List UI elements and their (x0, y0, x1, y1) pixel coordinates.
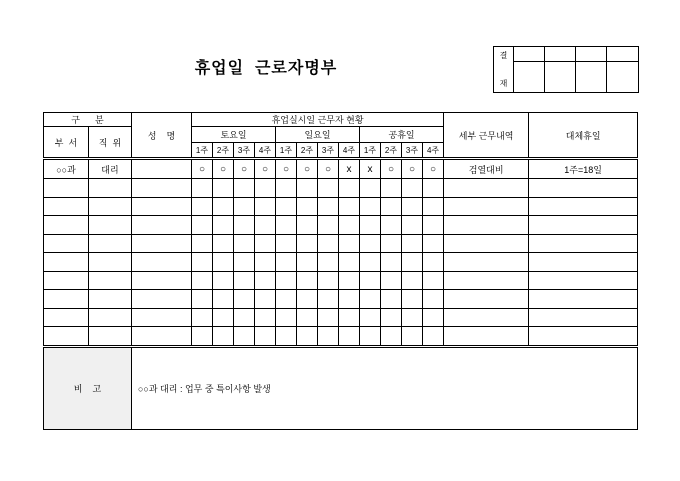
empty-cell (276, 197, 297, 216)
empty-cell (89, 197, 132, 216)
empty-cell (89, 234, 132, 253)
empty-cell (192, 308, 213, 327)
empty-cell (423, 327, 444, 346)
empty-cell (402, 253, 423, 272)
header-saturday: 토요일 (192, 127, 276, 143)
empty-cell (255, 327, 276, 346)
header-holiday: 공휴일 (360, 127, 444, 143)
cell-mark-sun-2: ○ (297, 159, 318, 179)
empty-cell (423, 308, 444, 327)
table-row-empty (44, 290, 638, 309)
approval-title-cell (576, 47, 607, 62)
empty-cell (89, 216, 132, 235)
empty-cell (402, 327, 423, 346)
table-row-empty (44, 327, 638, 346)
empty-cell (234, 327, 255, 346)
header-substitute-holiday: 대체휴일 (529, 113, 638, 159)
empty-cell (402, 308, 423, 327)
empty-cell (529, 197, 638, 216)
table-row-empty (44, 197, 638, 216)
approval-label (494, 47, 514, 92)
empty-cell (213, 216, 234, 235)
table-row-empty (44, 234, 638, 253)
header-week-sun-4: 4주 (339, 143, 360, 159)
empty-cell (297, 271, 318, 290)
empty-cell (192, 234, 213, 253)
empty-cell (276, 216, 297, 235)
empty-cell (132, 216, 192, 235)
empty-cell (213, 308, 234, 327)
worker-roster-table (43, 112, 638, 346)
empty-cell (423, 271, 444, 290)
empty-cell (423, 290, 444, 309)
empty-cell (360, 197, 381, 216)
empty-cell (213, 197, 234, 216)
empty-cell (89, 290, 132, 309)
empty-cell (529, 327, 638, 346)
empty-cell (381, 216, 402, 235)
empty-cell (255, 216, 276, 235)
cell-name (132, 159, 192, 179)
empty-cell (402, 216, 423, 235)
empty-cell (360, 253, 381, 272)
empty-cell (89, 253, 132, 272)
empty-cell (444, 234, 529, 253)
empty-cell (297, 234, 318, 253)
cell-department: ○○과 (44, 159, 89, 179)
empty-cell (381, 253, 402, 272)
empty-cell (360, 234, 381, 253)
table-row-empty (44, 253, 638, 272)
cell-mark-hol-3: ○ (402, 159, 423, 179)
empty-cell (132, 234, 192, 253)
remarks-label: 비 고 (44, 348, 132, 429)
header-week-sat-4: 4주 (255, 143, 276, 159)
empty-cell (360, 308, 381, 327)
empty-cell (132, 290, 192, 309)
approval-label-bottom: 재 (499, 79, 508, 88)
empty-cell (339, 327, 360, 346)
empty-cell (213, 327, 234, 346)
empty-cell (234, 253, 255, 272)
empty-cell (318, 271, 339, 290)
empty-cell (192, 197, 213, 216)
header-name: 성 명 (132, 113, 192, 159)
table-row-empty (44, 308, 638, 327)
empty-cell (318, 308, 339, 327)
empty-cell (132, 197, 192, 216)
page-title: 휴업일 근로자명부 (194, 60, 338, 77)
empty-cell (339, 271, 360, 290)
cell-mark-sun-1: ○ (276, 159, 297, 179)
empty-cell (423, 197, 444, 216)
empty-cell (423, 216, 444, 235)
empty-cell (318, 290, 339, 309)
cell-mark-sat-2: ○ (213, 159, 234, 179)
header-work-detail: 세부 근무내역 (444, 113, 529, 159)
empty-cell (339, 179, 360, 198)
empty-cell (360, 327, 381, 346)
empty-cell (89, 308, 132, 327)
empty-cell (297, 308, 318, 327)
cell-substitute-holiday: 1주=18일 (529, 159, 638, 179)
empty-cell (44, 234, 89, 253)
cell-mark-sat-3: ○ (234, 159, 255, 179)
empty-cell (276, 271, 297, 290)
header-week-sat-3: 3주 (234, 143, 255, 159)
empty-cell (402, 271, 423, 290)
empty-cell (132, 308, 192, 327)
empty-cell (444, 327, 529, 346)
empty-cell (444, 308, 529, 327)
empty-cell (444, 290, 529, 309)
empty-cell (132, 271, 192, 290)
empty-cell (234, 216, 255, 235)
empty-cell (192, 179, 213, 198)
header-department: 부 서 (44, 127, 89, 159)
empty-cell (44, 179, 89, 198)
empty-cell (234, 308, 255, 327)
header-week-hol-1: 1주 (360, 143, 381, 159)
header-sunday: 일요일 (276, 127, 360, 143)
empty-cell (444, 253, 529, 272)
empty-cell (360, 290, 381, 309)
cell-position: 대리 (89, 159, 132, 179)
empty-cell (318, 253, 339, 272)
empty-cell (213, 290, 234, 309)
empty-cell (213, 179, 234, 198)
approval-signature-cell (545, 62, 576, 92)
empty-cell (297, 290, 318, 309)
empty-cell (255, 179, 276, 198)
empty-cell (234, 290, 255, 309)
empty-cell (381, 290, 402, 309)
empty-cell (276, 179, 297, 198)
approval-stamp-box (493, 46, 639, 93)
header-work-status-group: 휴업실시일 근무자 현황 (192, 113, 444, 127)
empty-cell (297, 216, 318, 235)
empty-cell (381, 234, 402, 253)
header-week-sun-1: 1주 (276, 143, 297, 159)
empty-cell (529, 308, 638, 327)
header-category: 구 분 (44, 113, 132, 127)
empty-cell (276, 253, 297, 272)
empty-cell (44, 271, 89, 290)
empty-cell (192, 327, 213, 346)
empty-cell (297, 253, 318, 272)
approval-signature-cell (514, 62, 545, 92)
empty-cell (423, 253, 444, 272)
empty-cell (318, 216, 339, 235)
empty-cell (444, 197, 529, 216)
empty-cell (132, 253, 192, 272)
empty-cell (89, 327, 132, 346)
approval-signature-cell (607, 62, 638, 92)
header-week-hol-4: 4주 (423, 143, 444, 159)
empty-cell (234, 197, 255, 216)
empty-cell (255, 197, 276, 216)
table-row-empty (44, 216, 638, 235)
empty-cell (381, 327, 402, 346)
empty-cell (255, 271, 276, 290)
approval-title-cell (607, 47, 638, 62)
empty-cell (381, 179, 402, 198)
empty-cell (402, 179, 423, 198)
empty-cell (44, 308, 89, 327)
empty-cell (213, 253, 234, 272)
header-position: 직 위 (89, 127, 132, 159)
empty-cell (402, 234, 423, 253)
empty-cell (402, 290, 423, 309)
empty-cell (360, 271, 381, 290)
empty-cell (297, 327, 318, 346)
empty-cell (318, 234, 339, 253)
empty-cell (255, 253, 276, 272)
empty-cell (276, 308, 297, 327)
empty-cell (529, 179, 638, 198)
empty-cell (297, 197, 318, 216)
approval-title-cell (514, 47, 545, 62)
empty-cell (234, 179, 255, 198)
empty-cell (423, 234, 444, 253)
empty-cell (192, 290, 213, 309)
empty-cell (297, 179, 318, 198)
empty-cell (44, 327, 89, 346)
header-week-hol-3: 3주 (402, 143, 423, 159)
empty-cell (234, 234, 255, 253)
header-week-hol-2: 2주 (381, 143, 402, 159)
empty-cell (339, 308, 360, 327)
empty-cell (192, 271, 213, 290)
cell-mark-sun-3: ○ (318, 159, 339, 179)
empty-cell (318, 179, 339, 198)
empty-cell (318, 327, 339, 346)
cell-mark-sat-1: ○ (192, 159, 213, 179)
empty-cell (529, 271, 638, 290)
empty-cell (255, 308, 276, 327)
empty-cell (213, 234, 234, 253)
empty-cell (44, 216, 89, 235)
empty-cell (276, 290, 297, 309)
empty-cell (444, 271, 529, 290)
empty-cell (44, 197, 89, 216)
empty-cell (213, 271, 234, 290)
approval-title-cell (545, 47, 576, 62)
cell-mark-sun-4: x (339, 159, 360, 179)
header-week-sat-1: 1주 (192, 143, 213, 159)
remarks-section (43, 347, 638, 430)
empty-cell (192, 253, 213, 272)
empty-cell (381, 271, 402, 290)
cell-mark-hol-4: ○ (423, 159, 444, 179)
empty-cell (360, 179, 381, 198)
cell-mark-sat-4: ○ (255, 159, 276, 179)
empty-cell (276, 234, 297, 253)
table-header-row-1 (44, 113, 638, 127)
empty-cell (360, 216, 381, 235)
empty-cell (339, 253, 360, 272)
empty-cell (192, 216, 213, 235)
empty-cell (276, 327, 297, 346)
empty-cell (255, 234, 276, 253)
empty-cell (444, 216, 529, 235)
empty-cell (234, 271, 255, 290)
table-row-empty (44, 271, 638, 290)
empty-cell (444, 179, 529, 198)
empty-cell (132, 179, 192, 198)
empty-cell (381, 308, 402, 327)
empty-cell (132, 327, 192, 346)
empty-cell (44, 253, 89, 272)
remarks-content: ○○과 대리 : 업무 중 특이사항 발생 (138, 384, 271, 394)
empty-cell (339, 197, 360, 216)
empty-cell (529, 216, 638, 235)
cell-mark-hol-1: x (360, 159, 381, 179)
header-week-sun-3: 3주 (318, 143, 339, 159)
empty-cell (318, 197, 339, 216)
empty-cell (339, 234, 360, 253)
approval-signature-cell (576, 62, 607, 92)
table-row (44, 159, 638, 179)
empty-cell (339, 216, 360, 235)
empty-cell (529, 253, 638, 272)
empty-cell (423, 179, 444, 198)
empty-cell (381, 197, 402, 216)
empty-cell (89, 271, 132, 290)
empty-cell (44, 290, 89, 309)
header-week-sat-2: 2주 (213, 143, 234, 159)
empty-cell (89, 179, 132, 198)
table-row-empty (44, 179, 638, 198)
empty-cell (529, 234, 638, 253)
cell-work-detail: 검열대비 (444, 159, 529, 179)
empty-cell (529, 290, 638, 309)
empty-cell (255, 290, 276, 309)
empty-cell (339, 290, 360, 309)
approval-label-top: 결 (499, 51, 508, 60)
header-week-sun-2: 2주 (297, 143, 318, 159)
cell-mark-hol-2: ○ (381, 159, 402, 179)
empty-cell (402, 197, 423, 216)
